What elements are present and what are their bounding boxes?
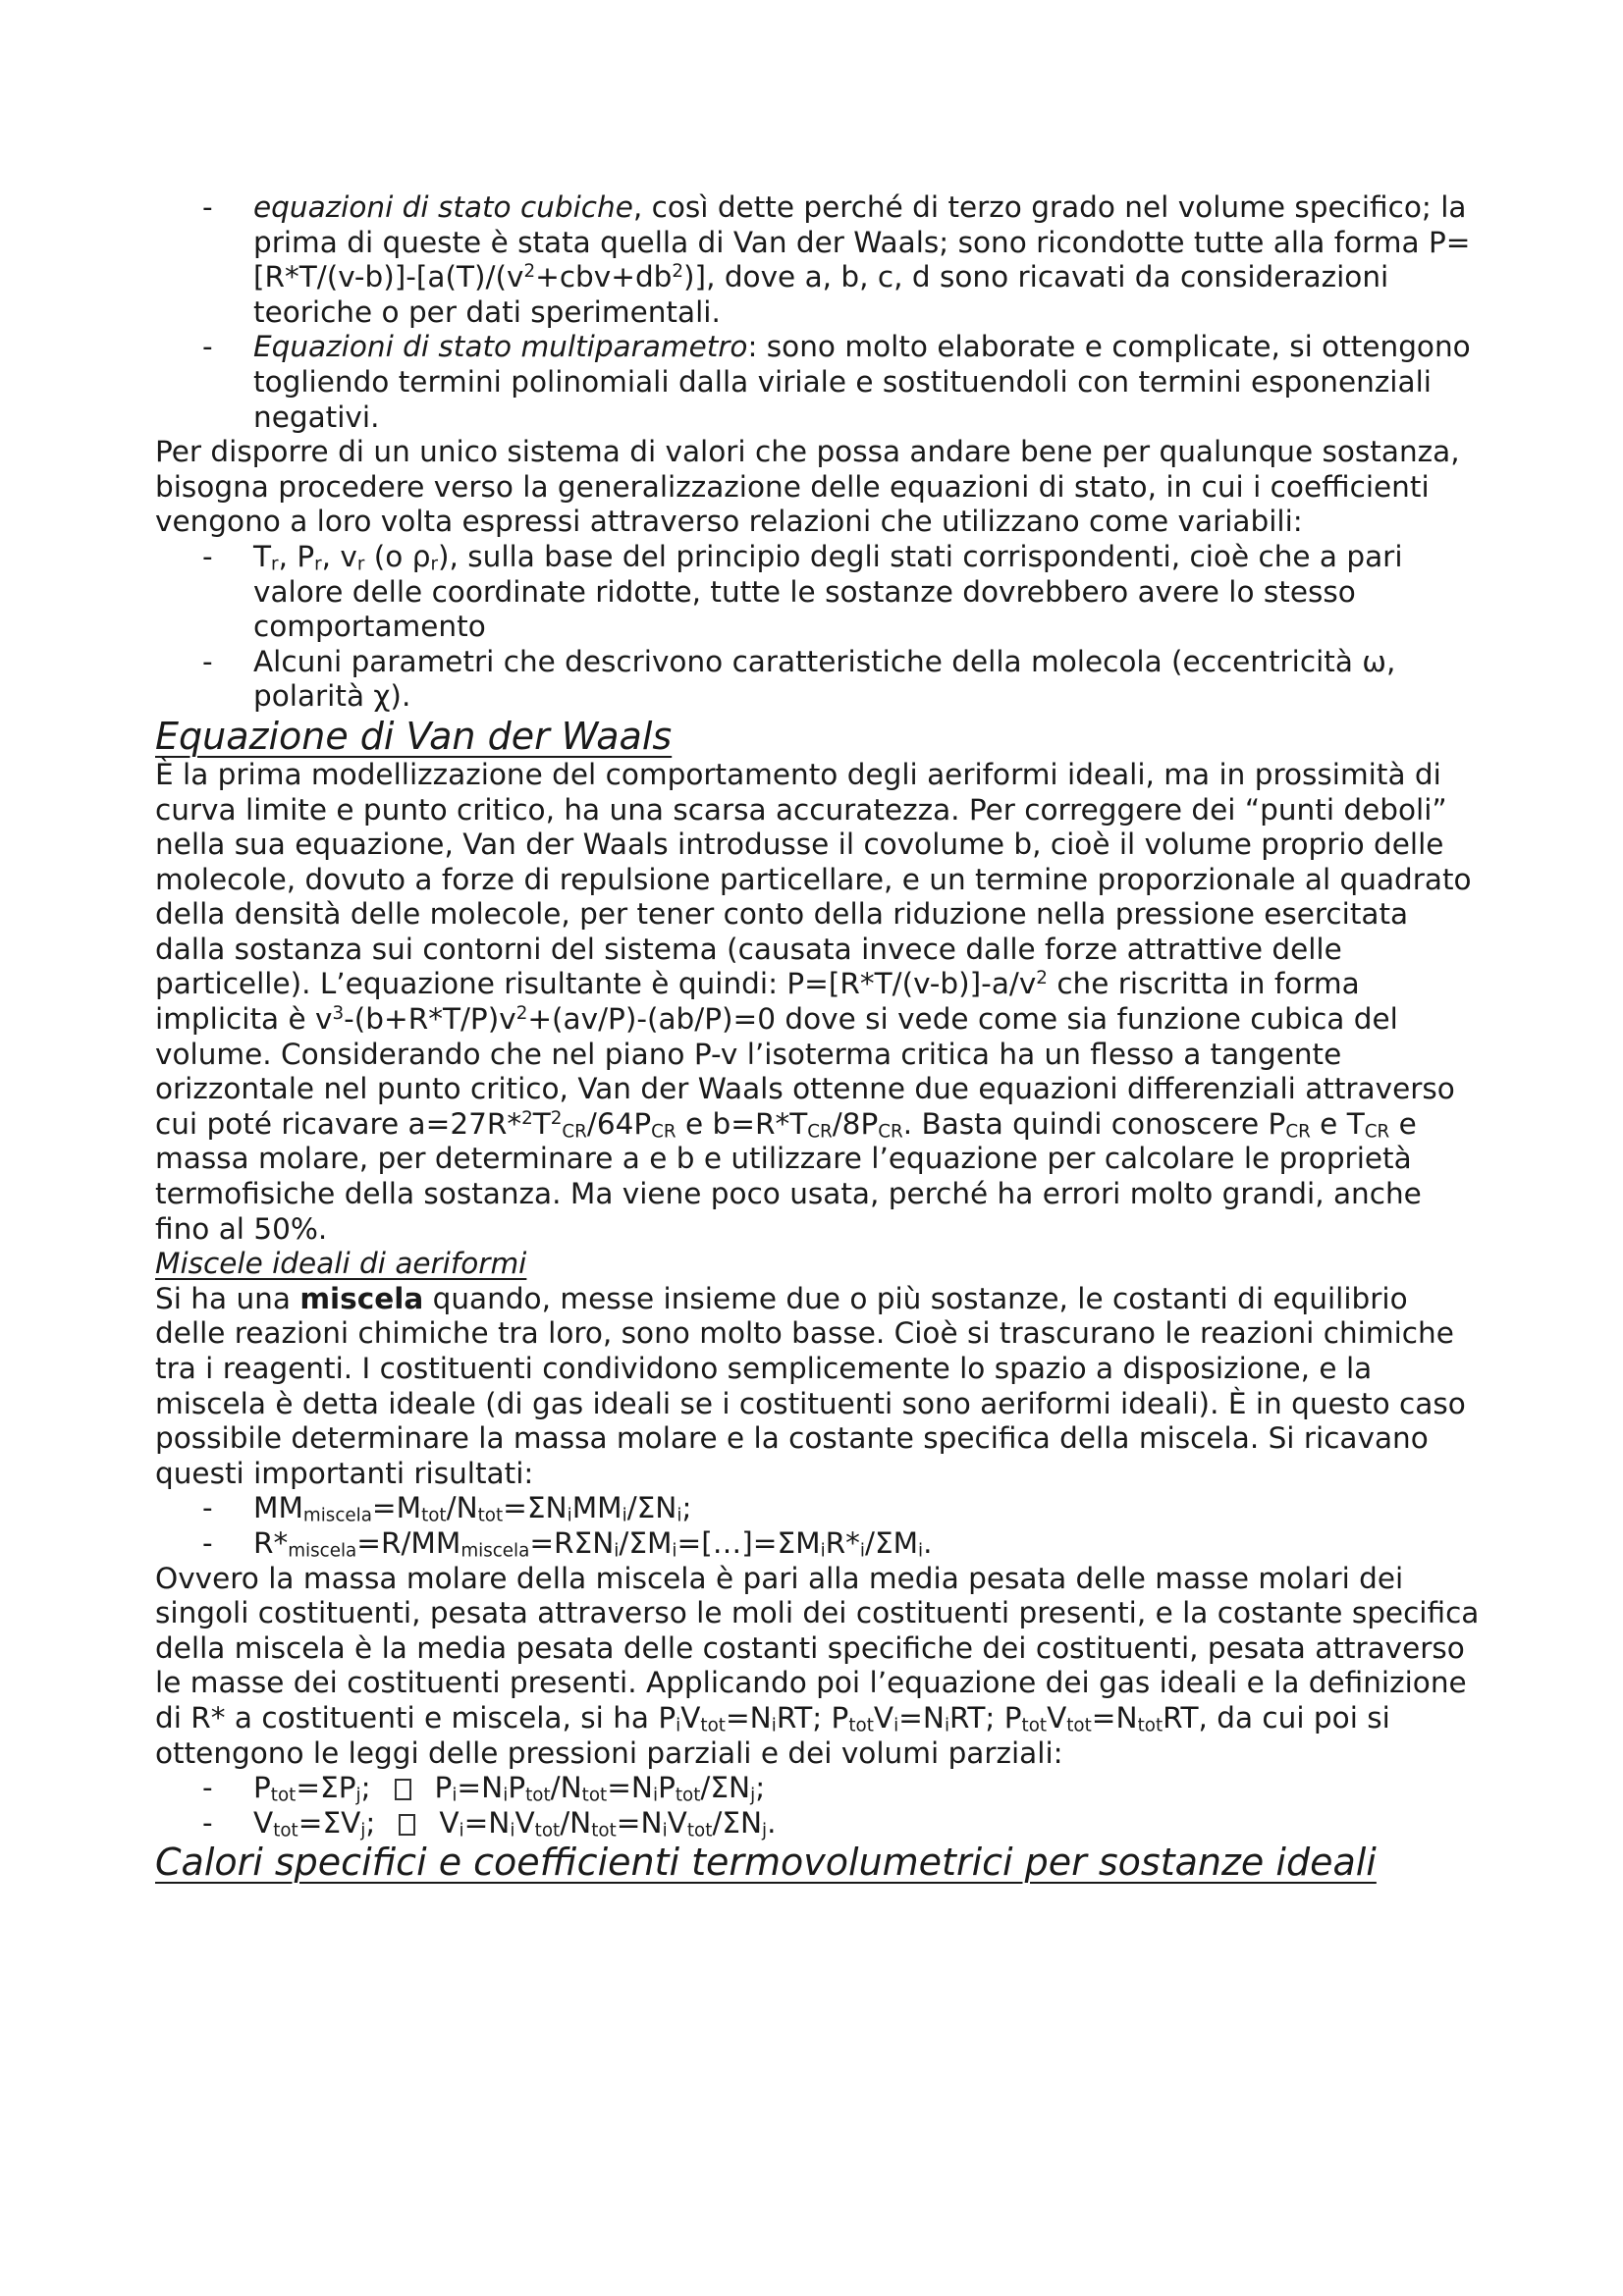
paragraph: Si ha una miscela quando, messe insieme due o più sostanze, le costanti di equilibrio delle reazioni chimiche tra loro, sono molto basse. Cioè si trascurano le reazioni chimiche tra i reagenti. I costituenti condividono semplicemente lo spazio a disposizione, e la miscela è detta ideale (di gas ideali se i costituenti sono aeriformi ideali). È in questo caso possibile determinare la massa molare e la costante specifica della miscela. Si ricavano questi importanti risultati: [155,1281,1466,1490]
partial-laws [155,1771,1483,1841]
list-item: - Equazioni di stato multiparametro: sono molto elaborate e complicate, si ottengono togliendo termini polinomiali dalla viriale e sostituendoli con termini esponenziali negativi. [253,330,1483,435]
list-item: - $P_{tot}=\Sigma P_j$; $P_i=N_iP_{tot}/N_{tot}=N_iP_{tot}/\Sigma N_j$; [253,1771,1483,1806]
variables-list [155,540,1483,715]
list-item: - Alcuni parametri che descrivono caratteristiche della molecola (eccentricità ω, polarità χ). [253,645,1483,715]
implies-glyph-icon [399,1814,415,1836]
list-item: - $V_{tot}=\Sigma V_j$; $V_i=N_iV_{tot}/N_{tot}=N_iV_{tot}/\Sigma N_j$. [253,1806,1483,1842]
term-multiparam: Equazioni di stato multiparametro [253,330,748,364]
implies-glyph-icon [395,1779,411,1800]
paragraph: Per disporre di un unico sistema di valori che possa andare bene per qualunque sostanza, bisogna procedere verso la generalizzazione delle equazioni di stato, in cui i coefficienti vengono a loro volta espressi attraverso relazioni che utilizzano come variabili: [155,435,1460,539]
list-item: - $T_r$, $P_r$, $v_r$ (o $\rho_r$), sulla base del principio degli stati corrispondenti, cioè che a pari valore delle coordinate ridotte, tutte le sostanze dovrebbero avere lo stesso comportamento [253,540,1483,645]
section-heading: Calori specifici e coefficienti termovolumetrici per sostanze ideali [155,1841,1377,1885]
section-heading: Equazione di Van der Waals [155,714,673,758]
list-item: - $R*_{miscela}=R/MM_{miscela}=R\Sigma N_i/\Sigma M_i=[\dots]=\Sigma M_iR*_i/\Sigma M_i$. [253,1526,1483,1562]
document-page [155,190,1483,1884]
list-item: - $MM_{miscela}=M_{tot}/N_{tot}=\Sigma N_iMM_i/\Sigma N_i$; [253,1491,1483,1526]
eos-list [155,190,1483,435]
paragraph: Ovvero la massa molare della miscela è pari alla media pesata delle masse molari dei singoli costituenti, pesata attraverso le moli dei costituenti presenti, e la costante specifica della miscela è la media pesata delle costanti specifiche dei costituenti, pesata attraverso le masse dei costituenti presenti. Applicando poi l’equazione dei gas ideali e la definizione di R* a costituenti e miscela, si ha $P_iV_{tot}=N_iRT$; $P_{tot}V_i=N_iRT$; $P_{tot}V_{tot}=N_{tot}RT$, da cui poi si ottengono le leggi delle pressioni parziali e dei volumi parziali: [155,1561,1480,1770]
mixture-formulas [155,1491,1483,1561]
term-cubic: equazioni di stato cubiche [253,190,633,224]
paragraph: È la prima modellizzazione del comportamento degli aeriformi ideali, ma in prossimità di curva limite e punto critico, ha una scarsa accuratezza. Per correggere dei “punti deboli” nella sua equazione, Van der Waals introdusse il covolume b, cioè il volume proprio delle molecole, dovuto a forze di repulsione particellare, e un termine proporzionale al quadrato della densità delle molecole, per tener conto della riduzione nella pressione esercitata dalla sostanza sui contorni del sistema (causata invece dalle forze attrattive delle particelle). L’equazione risultante è quindi: $P=[R*T/(v-b)]-a/v^2$ che riscritta in forma implicita è $v^3-(b+R*T/P)v^2+(av/P)-(ab/P)=0$ dove si vede come sia funzione cubica del volume. Considerando che nel piano P-v l’isoterma critica ha un flesso a tangente orizzontale nel punto critico, Van der Waals ottenne due equazioni differenziali attraverso cui poté ricavare $a=27R*^2T^2_{CR}/64P_{CR}$ e $b=R*T_{CR}/8P_{CR}$. Basta quindi conoscere $P_{CR}$ e $T_{CR}$ e massa molare, per determinare a e b e utilizzare l’equazione per calcolare le proprietà termofisiche della sostanza. Ma viene poco usata, perché ha errori molto grandi, anche fino al 50%. [155,757,1472,1246]
list-item: - equazioni di stato cubiche, così dette perché di terzo grado nel volume specifico; la prima di queste è stata quella di Van der Waals; sono ricondotte tutte alla forma $P=[R*T/(v-b)]-[a(T)/(v^2+cbv+db^2)]$, dove a, b, c, d sono ricavati da considerazioni teoriche o per dati sperimentali. [253,190,1483,330]
subsection-heading: Miscele ideali di aeriformi [155,1247,527,1281]
